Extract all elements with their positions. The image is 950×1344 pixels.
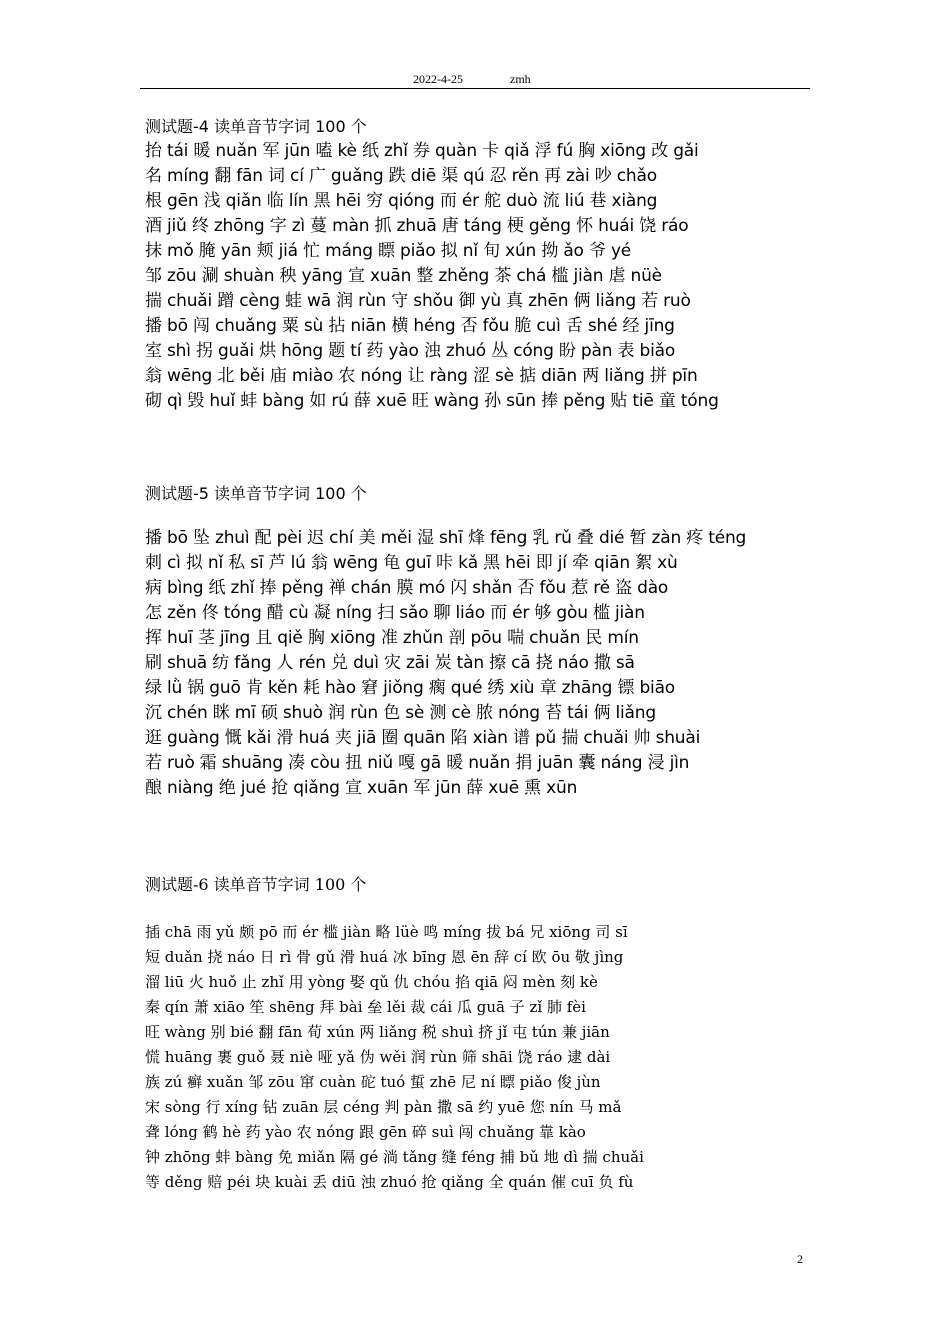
word-line: 若 ruò 霜 shuāng 凑 còu 扭 niǔ 嘎 gā 暖 nuǎn 捐 juān 囊 náng 浸 jìn (145, 753, 690, 773)
word-line: 病 bìng 纸 zhǐ 捧 pěng 禅 chán 膜 mó 闪 shǎn 否 fǒu 惹 rě 盗 dào (145, 578, 669, 598)
word-line: 砌 qì 毁 huǐ 蚌 bàng 如 rú 薛 xuē 旺 wàng 孙 sūn 捧 pěng 贴 tiē 童 tóng (145, 391, 719, 411)
word-line: 抹 mǒ 腌 yān 颊 jiá 忙 máng 瞟 piǎo 拟 nǐ 旬 xún 拗 ǎo 爷 yé (145, 241, 632, 261)
word-line: 室 shì 拐 guǎi 烘 hōng 题 tí 药 yào 浊 zhuó 丛 cóng 盼 pàn 表 biǎo (145, 341, 676, 361)
section-title: 测试题-6 读单音节字词 100 个 (145, 875, 367, 894)
word-line: 抬 tái 暖 nuǎn 军 jūn 嗑 kè 纸 zhǐ 券 quàn 卡 qiǎ 浮 fú 胸 xiōng 改 gǎi (145, 141, 699, 161)
word-line: 等 děng 赔 péi 块 kuài 丢 diū 浊 zhuó 抢 qiǎng 全 quán 催 cuī 负 fù (145, 1173, 634, 1191)
word-line: 根 gēn 浅 qiǎn 临 lín 黑 hēi 穷 qióng 而 ér 舵 duò 流 liú 巷 xiàng (145, 191, 658, 211)
word-line: 刺 cì 拟 nǐ 私 sī 芦 lú 翁 wēng 龟 guī 咔 kǎ 黑 hēi 即 jí 牵 qiān 絮 xù (145, 553, 678, 573)
word-line: 播 bō 闯 chuǎng 粟 sù 拈 niān 横 héng 否 fǒu 脆 cuì 舌 shé 经 jīng (145, 316, 675, 336)
word-line: 秦 qín 萧 xiāo 笙 shēng 拜 bài 垒 lěi 裁 cái 瓜 guā 子 zǐ 肺 fèi (145, 998, 586, 1016)
word-line: 宋 sòng 行 xíng 钻 zuān 层 céng 判 pàn 撒 sā 约 yuē 您 nín 马 mǎ (145, 1098, 622, 1116)
word-line: 插 chā 雨 yǔ 颇 pō 而 ér 槛 jiàn 略 lüè 鸣 míng 拔 bá 兄 xiōng 司 sī (145, 923, 628, 941)
word-line: 刷 shuā 纺 fǎng 人 rén 兑 duì 灾 zāi 炭 tàn 擦 cā 挠 náo 撒 sā (145, 653, 635, 673)
word-line: 族 zú 癣 xuǎn 邹 zōu 窜 cuàn 砣 tuó 蜇 zhē 尼 ní 瞟 piǎo 俊 jùn (145, 1073, 601, 1091)
word-line: 翁 wēng 北 běi 庙 miào 农 nóng 让 ràng 涩 sè 掂 diān 两 liǎng 拼 pīn (145, 366, 698, 386)
header-date: 2022-4-25 (413, 72, 463, 86)
section-test-4 (145, 116, 810, 414)
word-line: 短 duǎn 挠 náo 日 rì 骨 gǔ 滑 huá 冰 bīng 恩 ēn 辞 cí 欧 ōu 敬 jìng (145, 948, 624, 966)
page-header (140, 70, 810, 89)
word-line: 邹 zōu 涮 shuàn 秧 yāng 宣 xuān 整 zhěng 茶 chá 槛 jiàn 虐 nüè (145, 266, 662, 286)
word-line: 播 bō 坠 zhuì 配 pèi 迟 chí 美 měi 湿 shī 烽 fēng 乳 rǔ 叠 dié 暂 zàn 疼 téng (145, 528, 747, 548)
word-line: 慌 huāng 裹 guǒ 聂 niè 哑 yǎ 伪 wěi 润 rùn 筛 shāi 饶 ráo 逮 dài (145, 1048, 611, 1066)
word-line: 挥 huī 茎 jīng 且 qiě 胸 xiōng 准 zhǔn 剖 pōu 喘 chuǎn 民 mín (145, 628, 639, 648)
section-test-5 (145, 483, 810, 801)
word-line: 揣 chuǎi 蹭 cèng 蛙 wā 润 rùn 守 shǒu 御 yù 真 zhēn 俩 liǎng 若 ruò (145, 291, 691, 311)
word-line: 逛 guàng 慨 kǎi 滑 huá 夹 jiā 圈 quān 陷 xiàn 谱 pǔ 揣 chuǎi 帅 shuài (145, 728, 701, 748)
word-line: 怎 zěn 佟 tóng 醋 cù 凝 níng 扫 sǎo 聊 liáo 而 ér 够 gòu 槛 jiàn (145, 603, 645, 623)
word-line: 钟 zhōng 蚌 bàng 免 miǎn 隔 gé 淌 tǎng 缝 féng 捕 bǔ 地 dì 揣 chuǎi (145, 1148, 644, 1166)
word-line: 酿 niàng 绝 jué 抢 qiǎng 宣 xuān 军 jūn 薛 xuē 熏 xūn (145, 778, 578, 798)
word-line: 酒 jiǔ 终 zhōng 字 zì 蔓 màn 抓 zhuā 唐 táng 梗 gěng 怀 huái 饶 ráo (145, 216, 689, 236)
header-author: zmh (510, 72, 531, 86)
word-line: 旺 wàng 别 bié 翻 fān 荀 xún 两 liǎng 税 shuì 挤 jǐ 屯 tún 兼 jiān (145, 1023, 610, 1041)
page-number: 2 (797, 1252, 803, 1266)
section-test-6 (145, 874, 810, 1195)
word-line: 绿 lǜ 锅 guō 肯 kěn 耗 hào 窘 jiǒng 瘸 qué 绣 xiù 章 zhāng 镖 biāo (145, 678, 676, 698)
word-line: 名 míng 翻 fān 词 cí 广 guǎng 跌 diē 渠 qú 忍 rěn 再 zài 吵 chǎo (145, 166, 657, 186)
word-line: 聋 lóng 鹤 hè 药 yào 农 nóng 跟 gēn 碎 suì 闯 chuǎng 靠 kào (145, 1123, 586, 1141)
word-line: 溜 liū 火 huǒ 止 zhǐ 用 yòng 娶 qǔ 仇 chóu 掐 qiā 闷 mèn 刻 kè (145, 973, 598, 991)
section-title: 测试题-5 读单音节字词 100 个 (145, 484, 367, 503)
section-title: 测试题-4 读单音节字词 100 个 (145, 117, 367, 136)
word-line: 沉 chén 眯 mī 硕 shuò 润 rùn 色 sè 测 cè 脓 nóng 苔 tái 俩 liǎng (145, 703, 656, 723)
